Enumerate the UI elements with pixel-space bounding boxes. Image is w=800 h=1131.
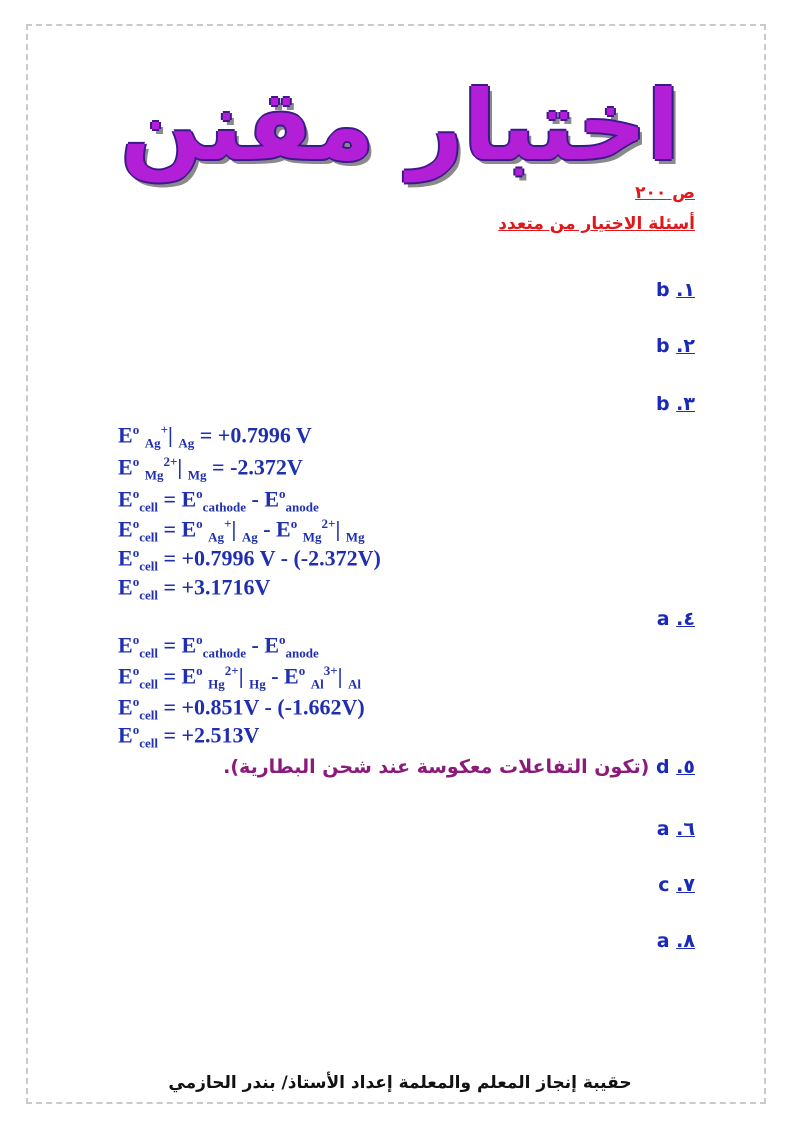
answer-3: ٣. b — [655, 393, 695, 415]
equation-q4-substituted: $E^o_{cell} = E^o$ $_{Hg}^{2+}$| $_{Hg} - E^o$ $_{Al}^{3+}$| $_{Al}$ — [118, 663, 361, 692]
page-title: اختبار مقنن — [120, 70, 680, 182]
equation-cell-values: $E^o_{cell} = +0.7996$ V - (-2.372V) — [118, 545, 381, 574]
page-footer: حقيبة إنجاز المعلم والمعلمة إعداد الأستاذ/ بندر الحازمي — [168, 1073, 632, 1093]
equation-q4-formula: $E^o_{cell} = E^o_{cathode} - E^o_{anode}$ — [118, 632, 319, 661]
answer-6: ٦. a — [656, 818, 695, 840]
answer-5-note: (تكون التفاعلات معكوسة عند شحن البطارية). — [223, 756, 650, 778]
answer-8: ٨. a — [656, 930, 695, 952]
equation-cell-result: $E^o_{cell} = +3.1716V$ — [118, 574, 271, 603]
equation-mg-potential: $E^o$ $_{Mg}^{2+}$| $_{Mg}$ = -2.372V — [118, 454, 303, 483]
section-title: أسئلة الاختيار من متعدد — [498, 214, 695, 234]
answer-2: ٢. b — [655, 335, 695, 357]
equation-ag-potential: $E^o$ $_{Ag}$+| $_{Ag}$ = +0.7996 V — [118, 422, 312, 451]
page-reference: ص ٢٠٠ — [635, 183, 695, 203]
equation-q4-values: $E^o_{cell} = +0.851V - (-1.662V)$ — [118, 694, 365, 723]
answer-5: ٥. d (تكون التفاعلات معكوسة عند شحن البطارية). — [223, 756, 695, 778]
equation-cell-formula: $E^o_{cell} = E^o_{cathode} - E^o_{anode}$ — [118, 486, 319, 515]
answer-4: ٤. a — [656, 608, 695, 630]
equation-cell-substituted: $E^o_{cell} = E^o$ $_{Ag}$+| $_{Ag} - E^o$ $_{Mg}^{2+}$| $_{Mg}$ — [118, 516, 365, 545]
answer-7: ٧. c — [658, 874, 695, 896]
equation-q4-result: $E^o_{cell} = +2.513V$ — [118, 722, 260, 751]
answer-1: ١. b — [655, 279, 695, 301]
